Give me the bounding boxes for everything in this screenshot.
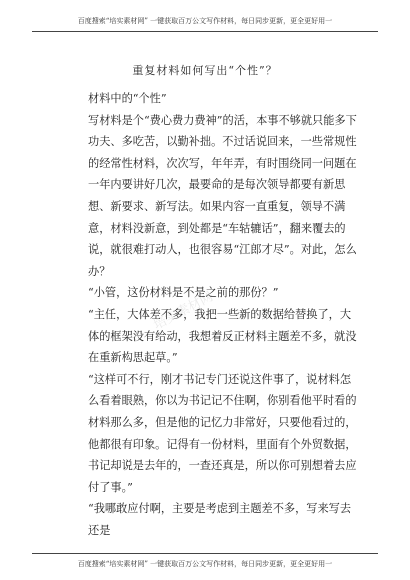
footer-rule (32, 553, 378, 554)
header-rule (32, 31, 378, 32)
document-body (88, 88, 358, 541)
paragraph: “这样可不行，刚才书记专门还说这件事了，说材料怎么看着眼熟，你以为书记记不住啊，你别看他平时看的材料那么多，但是他的记忆力非常好，只要他看过的，他都很有印象。记得有一份材料，里面有个外贸数据，书记却说是去年的，一查还真是，所以你可别想着去应付了事。” (88, 372, 357, 494)
paragraph: “小管，这份材料是不是之前的那份？” (88, 286, 279, 300)
page-header: 百度搜索“培实素材网” 一键获取百万公文写作材料，每日同步更新，更全更好用一 (77, 17, 333, 25)
watermark: 培实素材网 (151, 289, 216, 334)
section-heading: 材料中的“个性” (88, 92, 167, 105)
paragraph: “我哪敢应付啊，主要是考虑到主题差不多，写来写去还是 (88, 502, 352, 537)
page-footer: 百度搜索“培实素材网” 一键获取百万公文写作材料，每日同步更新，更全更好用一 (77, 560, 333, 568)
paragraph: “主任，大体差不多，我把一些新的数据给替换了，大体的框架没有给动，我想着反正材料主题差不多，就没在重新构思起草。” (88, 307, 357, 365)
paragraph: 写材料是个“费心费力费神”的活，本事不够就只能多下功夫、多吃苦，以勤补拙。不过话说回来，一些常规性的经常性材料，次次写，年年弄，有时围绕同一问题在一年内要讲好几次，最要命的是每次领导都要有新思想、新要求、新写法。如果内容一直重复，领导不满意，材料没新意，到处都是“车轱辘话”，翻来覆去的说，就很难打动人，也很容易“江郎才尽”。对此，怎么办？ (88, 113, 357, 278)
document-title: 重复材料如何写出“个性”？ (132, 64, 278, 77)
